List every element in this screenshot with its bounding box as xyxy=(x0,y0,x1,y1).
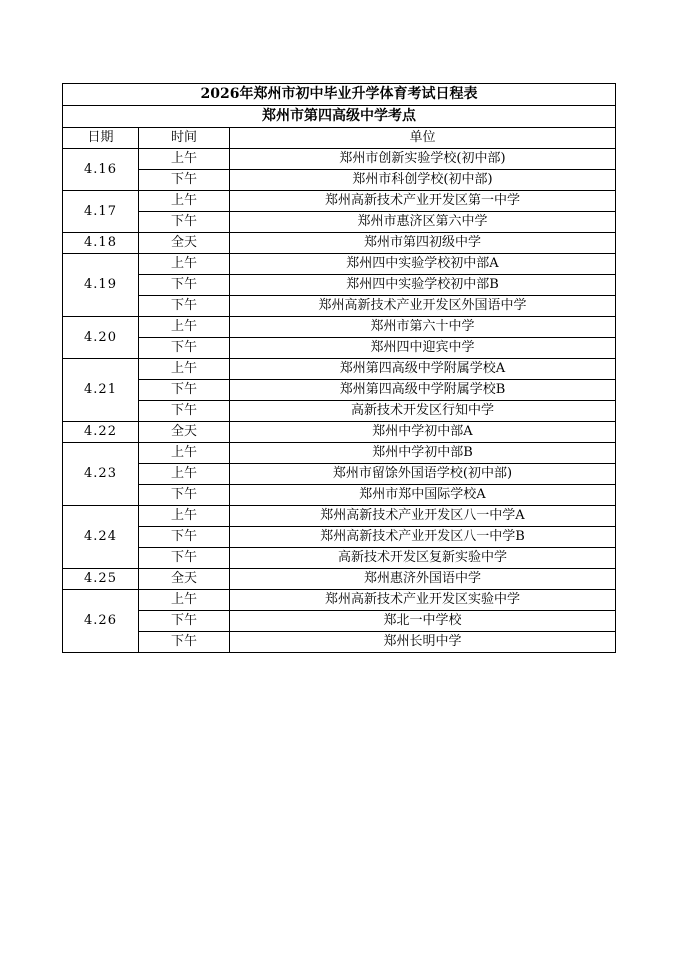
table-row xyxy=(63,191,616,212)
time-cell: 全天 xyxy=(139,233,230,254)
date-cell: 4.22 xyxy=(63,422,139,443)
date-cell: 4.26 xyxy=(63,590,139,653)
time-cell: 全天 xyxy=(139,422,230,443)
table-row xyxy=(63,149,616,170)
unit-cell: 郑州中学初中部A xyxy=(230,422,616,443)
time-cell: 上午 xyxy=(139,464,230,485)
unit-cell: 郑州市第四初级中学 xyxy=(230,233,616,254)
unit-cell: 郑州市郑中国际学校A xyxy=(230,485,616,506)
unit-cell: 郑州市惠济区第六中学 xyxy=(230,212,616,233)
time-cell: 下午 xyxy=(139,275,230,296)
table-row xyxy=(63,401,616,422)
date-cell: 4.20 xyxy=(63,317,139,359)
time-cell: 下午 xyxy=(139,548,230,569)
table-row xyxy=(63,254,616,275)
time-cell: 下午 xyxy=(139,380,230,401)
header-unit: 单位 xyxy=(230,128,616,149)
time-cell: 全天 xyxy=(139,569,230,590)
unit-cell: 郑州市科创学校(初中部) xyxy=(230,170,616,191)
table-row xyxy=(63,569,616,590)
unit-cell: 高新技术开发区复新实验中学 xyxy=(230,548,616,569)
time-cell: 下午 xyxy=(139,212,230,233)
table-row xyxy=(63,611,616,632)
unit-cell: 郑州中学初中部B xyxy=(230,443,616,464)
date-cell: 4.16 xyxy=(63,149,139,191)
table-row xyxy=(63,212,616,233)
unit-cell: 郑州高新技术产业开发区第一中学 xyxy=(230,191,616,212)
unit-cell: 郑州第四高级中学附属学校A xyxy=(230,359,616,380)
schedule-table xyxy=(62,83,616,653)
table-row xyxy=(63,275,616,296)
time-cell: 下午 xyxy=(139,527,230,548)
table-row xyxy=(63,464,616,485)
table-row xyxy=(63,338,616,359)
schedule-body xyxy=(63,149,616,653)
table-row xyxy=(63,296,616,317)
time-cell: 上午 xyxy=(139,590,230,611)
unit-cell: 郑州市第六十中学 xyxy=(230,317,616,338)
unit-cell: 郑州四中实验学校初中部A xyxy=(230,254,616,275)
unit-cell: 郑州高新技术产业开发区外国语中学 xyxy=(230,296,616,317)
time-cell: 上午 xyxy=(139,317,230,338)
date-cell: 4.21 xyxy=(63,359,139,422)
time-cell: 上午 xyxy=(139,254,230,275)
time-cell: 上午 xyxy=(139,506,230,527)
table-row xyxy=(63,317,616,338)
table-row xyxy=(63,443,616,464)
time-cell: 上午 xyxy=(139,443,230,464)
table-row xyxy=(63,506,616,527)
unit-cell: 郑州市创新实验学校(初中部) xyxy=(230,149,616,170)
exam-site-title: 郑州市第四高级中学考点 xyxy=(63,106,616,128)
time-cell: 下午 xyxy=(139,485,230,506)
unit-cell: 郑州惠济外国语中学 xyxy=(230,569,616,590)
table-row xyxy=(63,422,616,443)
unit-cell: 郑州市留馀外国语学校(初中部) xyxy=(230,464,616,485)
time-cell: 下午 xyxy=(139,170,230,191)
subtitle-row xyxy=(63,106,616,128)
time-cell: 下午 xyxy=(139,611,230,632)
time-cell: 下午 xyxy=(139,338,230,359)
table-row xyxy=(63,485,616,506)
header-date: 日期 xyxy=(63,128,139,149)
unit-cell: 高新技术开发区行知中学 xyxy=(230,401,616,422)
unit-cell: 郑州四中迎宾中学 xyxy=(230,338,616,359)
table-row xyxy=(63,548,616,569)
time-cell: 下午 xyxy=(139,632,230,653)
unit-cell: 郑州第四高级中学附属学校B xyxy=(230,380,616,401)
title-row xyxy=(63,84,616,106)
date-cell: 4.17 xyxy=(63,191,139,233)
unit-cell: 郑州高新技术产业开发区实验中学 xyxy=(230,590,616,611)
table-row xyxy=(63,233,616,254)
time-cell: 下午 xyxy=(139,401,230,422)
table-row xyxy=(63,170,616,191)
unit-cell: 郑州长明中学 xyxy=(230,632,616,653)
unit-cell: 郑北一中学校 xyxy=(230,611,616,632)
date-cell: 4.23 xyxy=(63,443,139,506)
document-title: 2026年郑州市初中毕业升学体育考试日程表 xyxy=(63,84,616,106)
time-cell: 上午 xyxy=(139,191,230,212)
unit-cell: 郑州高新技术产业开发区八一中学B xyxy=(230,527,616,548)
unit-cell: 郑州四中实验学校初中部B xyxy=(230,275,616,296)
date-cell: 4.19 xyxy=(63,254,139,317)
table-row xyxy=(63,527,616,548)
unit-cell: 郑州高新技术产业开发区八一中学A xyxy=(230,506,616,527)
header-time: 时间 xyxy=(139,128,230,149)
date-cell: 4.24 xyxy=(63,506,139,569)
time-cell: 下午 xyxy=(139,296,230,317)
table-row xyxy=(63,380,616,401)
table-row xyxy=(63,632,616,653)
date-cell: 4.25 xyxy=(63,569,139,590)
time-cell: 上午 xyxy=(139,359,230,380)
table-row xyxy=(63,359,616,380)
header-row xyxy=(63,128,616,149)
table-row xyxy=(63,590,616,611)
date-cell: 4.18 xyxy=(63,233,139,254)
time-cell: 上午 xyxy=(139,149,230,170)
